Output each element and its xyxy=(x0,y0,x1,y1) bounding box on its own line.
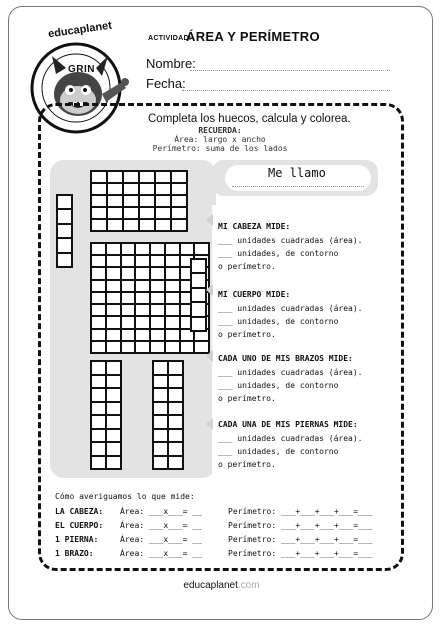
section-perimeter-end-arm: o perímetro. xyxy=(218,394,276,403)
footer-brand xyxy=(0,580,443,591)
grid-cell[interactable] xyxy=(153,375,168,389)
grid-cell[interactable] xyxy=(194,243,209,255)
grid-cell[interactable] xyxy=(139,171,155,183)
notch-head xyxy=(206,214,213,226)
section-perimeter-line-leg: ___ unidades, de contorno xyxy=(218,447,339,456)
reminder-perimeter: Perímetro: suma de los lados xyxy=(152,144,288,153)
grid-cell[interactable] xyxy=(135,267,150,279)
grid-cell[interactable] xyxy=(168,361,183,375)
grid-cell[interactable] xyxy=(191,302,206,316)
section-perimeter-line-body: ___ unidades, de contorno xyxy=(218,317,339,326)
left-leg-grid[interactable] xyxy=(90,360,122,470)
grid-cell[interactable] xyxy=(91,292,106,304)
head-grid[interactable] xyxy=(90,170,188,232)
grid-cell[interactable] xyxy=(153,429,168,443)
reminder-box xyxy=(120,126,320,153)
grid-cell[interactable] xyxy=(155,183,171,195)
grid-cell[interactable] xyxy=(121,292,136,304)
grid-cell[interactable] xyxy=(121,255,136,267)
grid-cell[interactable] xyxy=(106,255,121,267)
grid-cell[interactable] xyxy=(150,255,165,267)
grid-cell[interactable] xyxy=(91,280,106,292)
grid-cell[interactable] xyxy=(91,361,106,375)
calc-row-area[interactable]: Área: ___x___= __ xyxy=(120,549,202,558)
grid-cell[interactable] xyxy=(106,429,121,443)
grid-cell[interactable] xyxy=(171,183,187,195)
grid-cell[interactable] xyxy=(57,238,72,252)
grid-cell[interactable] xyxy=(106,243,121,255)
grid-cell[interactable] xyxy=(107,183,123,195)
grid-cell[interactable] xyxy=(139,195,155,207)
grid-cell[interactable] xyxy=(57,209,72,223)
notch-body xyxy=(206,284,213,296)
grid-cell[interactable] xyxy=(106,402,121,416)
grid-cell[interactable] xyxy=(123,195,139,207)
grid-cell[interactable] xyxy=(57,253,72,267)
section-perimeter-end-body: o perímetro. xyxy=(218,330,276,339)
brand-arc-text: educaplanet xyxy=(47,19,113,41)
grid-cell[interactable] xyxy=(153,402,168,416)
grid-cell[interactable] xyxy=(106,304,121,316)
date-label: Fecha: xyxy=(146,76,186,91)
reminder-title: RECUERDA: xyxy=(198,126,242,135)
section-perimeter-end-leg: o perímetro. xyxy=(218,460,276,469)
grid-cell[interactable] xyxy=(107,219,123,231)
left-arm-grid[interactable] xyxy=(56,194,73,268)
grid-cell[interactable] xyxy=(153,415,168,429)
notch-leg xyxy=(206,418,213,430)
grid-cell[interactable] xyxy=(91,207,107,219)
grid-cell[interactable] xyxy=(180,243,195,255)
grid-cell[interactable] xyxy=(150,280,165,292)
grid-cell[interactable] xyxy=(91,183,107,195)
grid-cell[interactable] xyxy=(107,195,123,207)
grid-cell[interactable] xyxy=(91,243,106,255)
grid-cell[interactable] xyxy=(191,273,206,287)
grid-cell[interactable] xyxy=(91,375,106,389)
grid-cell[interactable] xyxy=(91,442,106,456)
grid-cell[interactable] xyxy=(153,456,168,470)
grid-cell[interactable] xyxy=(91,388,106,402)
grid-cell[interactable] xyxy=(121,329,136,341)
grid-cell[interactable] xyxy=(135,341,150,353)
grid-cell[interactable] xyxy=(106,415,121,429)
grid-cell[interactable] xyxy=(171,171,187,183)
grid-cell[interactable] xyxy=(155,207,171,219)
grid-cell[interactable] xyxy=(168,388,183,402)
grid-cell[interactable] xyxy=(168,456,183,470)
grid-cell[interactable] xyxy=(150,316,165,328)
grid-cell[interactable] xyxy=(106,267,121,279)
grid-cell[interactable] xyxy=(106,292,121,304)
grid-cell[interactable] xyxy=(135,280,150,292)
grid-cell[interactable] xyxy=(165,255,180,267)
calc-row-label: 1 BRAZO: xyxy=(55,549,94,558)
section-area-line-leg: ___ unidades cuadradas (área). xyxy=(218,434,363,443)
grid-cell[interactable] xyxy=(91,267,106,279)
grid-cell[interactable] xyxy=(165,329,180,341)
grid-cell[interactable] xyxy=(91,429,106,443)
grid-cell[interactable] xyxy=(106,341,121,353)
grid-cell[interactable] xyxy=(150,243,165,255)
activity-title: ÁREA Y PERÍMETRO xyxy=(186,29,320,44)
grid-cell[interactable] xyxy=(106,280,121,292)
grid-cell[interactable] xyxy=(165,267,180,279)
grid-cell[interactable] xyxy=(191,259,206,273)
calc-row-perimeter[interactable]: Perímetro: ___+___+___+___=___ xyxy=(228,535,373,544)
grid-cell[interactable] xyxy=(91,171,107,183)
grid-cell[interactable] xyxy=(171,207,187,219)
grid-cell[interactable] xyxy=(150,329,165,341)
grid-cell[interactable] xyxy=(150,341,165,353)
grid-cell[interactable] xyxy=(91,316,106,328)
grid-cell[interactable] xyxy=(165,292,180,304)
name-field-line[interactable] xyxy=(190,70,390,71)
grid-cell[interactable] xyxy=(150,292,165,304)
grid-cell[interactable] xyxy=(91,255,106,267)
name-bubble-line[interactable] xyxy=(232,186,364,187)
grid-cell[interactable] xyxy=(121,304,136,316)
calc-row-label: EL CUERPO: xyxy=(55,521,104,530)
grid-cell[interactable] xyxy=(165,341,180,353)
grid-cell[interactable] xyxy=(121,267,136,279)
grid-cell[interactable] xyxy=(165,243,180,255)
grid-cell[interactable] xyxy=(123,183,139,195)
grid-cell[interactable] xyxy=(106,388,121,402)
footer-brand-tld: .com xyxy=(237,580,260,591)
reminder-area: Área: largo x ancho xyxy=(174,135,266,144)
name-label: Nombre: xyxy=(146,56,196,71)
instruction-text: Completa los huecos, calcula y colorea. xyxy=(148,113,351,125)
grid-cell[interactable] xyxy=(57,224,72,238)
right-arm-grid[interactable] xyxy=(190,258,207,332)
grid-cell[interactable] xyxy=(135,243,150,255)
grid-cell[interactable] xyxy=(106,316,121,328)
grid-cell[interactable] xyxy=(123,219,139,231)
grid-cell[interactable] xyxy=(107,171,123,183)
grid-cell[interactable] xyxy=(168,415,183,429)
grid-cell[interactable] xyxy=(135,304,150,316)
notch-arm xyxy=(206,350,213,362)
grid-cell[interactable] xyxy=(165,280,180,292)
grid-cell[interactable] xyxy=(121,243,136,255)
section-area-line-body: ___ unidades cuadradas (área). xyxy=(218,304,363,313)
footer-brand-name: educaplanet xyxy=(183,580,238,591)
grid-cell[interactable] xyxy=(153,442,168,456)
grid-cell[interactable] xyxy=(91,219,107,231)
calc-row-area[interactable]: Área: ___x___= __ xyxy=(120,507,202,516)
grid-cell[interactable] xyxy=(123,207,139,219)
grid-cell[interactable] xyxy=(91,195,107,207)
grid-cell[interactable] xyxy=(171,219,187,231)
grid-cell[interactable] xyxy=(153,388,168,402)
calc-heading: Cómo averiguamos lo que mide: xyxy=(55,492,195,501)
grid-cell[interactable] xyxy=(165,316,180,328)
grid-cell[interactable] xyxy=(168,442,183,456)
grid-cell[interactable] xyxy=(168,402,183,416)
grid-cell[interactable] xyxy=(135,316,150,328)
grid-cell[interactable] xyxy=(165,304,180,316)
grid-cell[interactable] xyxy=(121,316,136,328)
grid-cell[interactable] xyxy=(106,456,121,470)
calc-row-perimeter[interactable]: Perímetro: ___+___+___+___=___ xyxy=(228,549,373,558)
section-area-line-head: ___ unidades cuadradas (área). xyxy=(218,236,363,245)
section-area-line-arm: ___ unidades cuadradas (área). xyxy=(218,368,363,377)
section-perimeter-line-arm: ___ unidades, de contorno xyxy=(218,381,339,390)
grid-cell[interactable] xyxy=(91,402,106,416)
grid-cell[interactable] xyxy=(106,442,121,456)
section-title-head: MI CABEZA MIDE: xyxy=(218,222,291,231)
section-perimeter-line-head: ___ unidades, de contorno xyxy=(218,249,339,258)
grid-cell[interactable] xyxy=(91,456,106,470)
grid-cell[interactable] xyxy=(155,195,171,207)
date-field-line[interactable] xyxy=(182,90,390,91)
grid-cell[interactable] xyxy=(123,171,139,183)
grid-cell[interactable] xyxy=(135,255,150,267)
grid-cell[interactable] xyxy=(191,288,206,302)
grid-cell[interactable] xyxy=(150,267,165,279)
calc-row-label: LA CABEZA: xyxy=(55,507,104,516)
grid-cell[interactable] xyxy=(139,207,155,219)
grid-cell[interactable] xyxy=(91,304,106,316)
section-perimeter-end-head: o perímetro. xyxy=(218,262,276,271)
grid-cell[interactable] xyxy=(191,317,206,331)
mascot-name: GRIN xyxy=(68,64,95,75)
grid-cell[interactable] xyxy=(106,361,121,375)
grid-cell[interactable] xyxy=(106,329,121,341)
grid-cell[interactable] xyxy=(150,304,165,316)
grid-cell[interactable] xyxy=(106,375,121,389)
section-title-arm: CADA UNO DE MIS BRAZOS MIDE: xyxy=(218,354,353,363)
grid-cell[interactable] xyxy=(57,195,72,209)
grid-cell[interactable] xyxy=(153,361,168,375)
grid-cell[interactable] xyxy=(91,415,106,429)
grid-cell[interactable] xyxy=(135,329,150,341)
grid-cell[interactable] xyxy=(155,171,171,183)
calc-row-area[interactable]: Área: ___x___= __ xyxy=(120,521,202,530)
grid-cell[interactable] xyxy=(121,280,136,292)
activity-label: ACTIVIDAD: xyxy=(148,35,192,42)
grid-cell[interactable] xyxy=(139,219,155,231)
grid-cell[interactable] xyxy=(171,195,187,207)
grid-cell[interactable] xyxy=(91,329,106,341)
calc-row-area[interactable]: Área: ___x___= __ xyxy=(120,535,202,544)
grid-cell[interactable] xyxy=(168,375,183,389)
grid-cell[interactable] xyxy=(91,341,106,353)
calc-row-perimeter[interactable]: Perímetro: ___+___+___+___=___ xyxy=(228,521,373,530)
grid-cell[interactable] xyxy=(107,207,123,219)
name-bubble-text: Me llamo xyxy=(268,166,326,180)
grid-cell[interactable] xyxy=(155,219,171,231)
grid-cell[interactable] xyxy=(139,183,155,195)
grid-cell[interactable] xyxy=(135,292,150,304)
section-title-leg: CADA UNA DE MIS PIERNAS MIDE: xyxy=(218,420,358,429)
grid-cell[interactable] xyxy=(168,429,183,443)
section-title-body: MI CUERPO MIDE: xyxy=(218,290,291,299)
calc-row-perimeter[interactable]: Perímetro: ___+___+___+___=___ xyxy=(228,507,373,516)
right-leg-grid[interactable] xyxy=(152,360,184,470)
calc-row-label: 1 PIERNA: xyxy=(55,535,99,544)
grid-cell[interactable] xyxy=(180,341,195,353)
grid-cell[interactable] xyxy=(121,341,136,353)
